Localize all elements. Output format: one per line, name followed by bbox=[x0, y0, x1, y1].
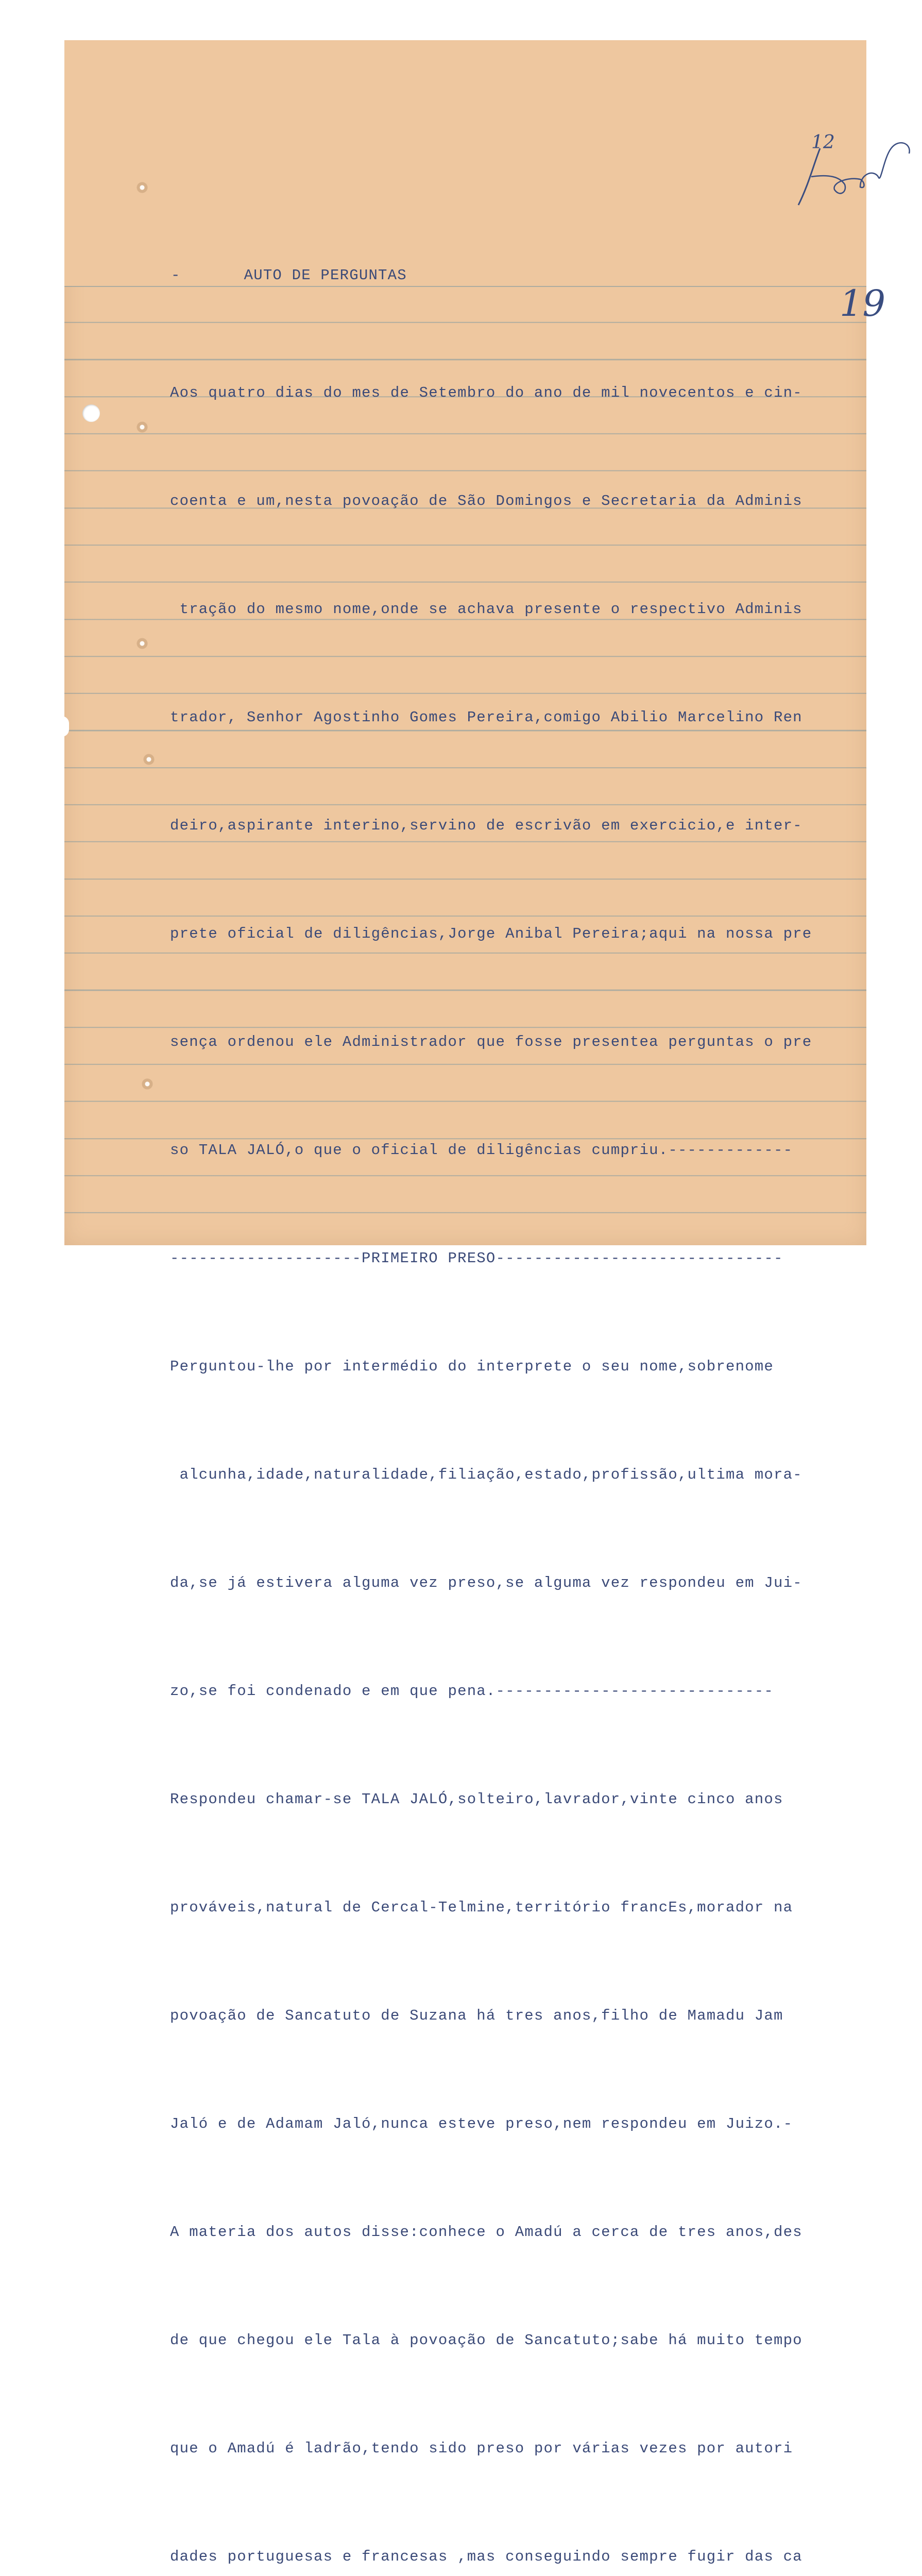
text-line: sença ordenou ele Administrador que fosse presentea perguntas o pre bbox=[170, 1033, 812, 1050]
pin-mark bbox=[135, 180, 149, 195]
text-line: da,se já estivera alguma vez preso,se alguma vez respondeu em Jui- bbox=[170, 1574, 803, 1591]
text-line: Perguntou-lhe por intermédio do interprete o seu nome,sobrenome bbox=[170, 1358, 774, 1375]
text-line: Jaló e de Adamam Jaló,nunca esteve preso,nem respondeu em Juizo.- bbox=[170, 2115, 793, 2132]
text-line: --------------------PRIMEIRO PRESO------------------------------ bbox=[170, 1250, 783, 1267]
title-prefix: - bbox=[171, 267, 181, 284]
text-line: Aos quatro dias do mes de Setembro do ano de mil novecentos e cin- bbox=[170, 384, 803, 401]
folio-number: 12 bbox=[811, 132, 835, 153]
pin-mark bbox=[142, 752, 156, 767]
text-line: zo,se foi condenado e em que pena.----------------------------- bbox=[170, 1683, 774, 1700]
pin-mark bbox=[135, 420, 149, 434]
typed-body bbox=[170, 303, 922, 2576]
text-line: so TALA JALÓ,o que o oficial de diligências cumpriu.------------- bbox=[170, 1142, 793, 1159]
text-line: A materia dos autos disse:conhece o Amadú a cerca de tres anos,des bbox=[170, 2224, 803, 2241]
text-line: coenta e um,nesta povoação de São Domingos e Secretaria da Adminis bbox=[170, 493, 803, 510]
folio-annotation-signature bbox=[783, 128, 917, 226]
margin-mark-text: 19 bbox=[840, 282, 886, 325]
document-page bbox=[64, 40, 886, 2565]
title-rule-line bbox=[64, 286, 866, 287]
text-line: prováveis,natural de Cercal-Telmine,território francEs,morador na bbox=[170, 1899, 793, 1916]
text-line: deiro,aspirante interino,servino de escrivão em exercicio,e inter- bbox=[170, 817, 803, 834]
pin-mark bbox=[135, 636, 149, 651]
page-header-area bbox=[64, 40, 866, 286]
text-line: povoação de Sancatuto de Suzana há tres anos,filho de Mamadu Jam bbox=[170, 2007, 783, 2024]
text-line: tração do mesmo nome,onde se achava presente o respectivo Adminis bbox=[170, 601, 803, 618]
document-title-line bbox=[171, 267, 856, 284]
text-line: alcunha,idade,naturalidade,filiação,estado,profissão,ultima mora- bbox=[170, 1466, 803, 1483]
text-line: dades portuguesas e francesas ,mas conseguindo sempre fugir das ca bbox=[170, 2548, 803, 2565]
text-line: que o Amadú é ladrão,tendo sido preso por várias vezes por autori bbox=[170, 2440, 793, 2457]
text-line: prete oficial de diligências,Jorge Anibal Pereira;aqui na nossa pre bbox=[170, 925, 812, 942]
text-line: de que chegou ele Tala à povoação de Sancatuto;sabe há muito tempo bbox=[170, 2332, 803, 2349]
text-line: Respondeu chamar-se TALA JALÓ,solteiro,lavrador,vinte cinco anos bbox=[170, 1791, 783, 1808]
pin-mark bbox=[140, 1077, 155, 1091]
document-title: AUTO DE PERGUNTAS bbox=[244, 267, 407, 284]
punch-hole bbox=[82, 404, 100, 422]
text-line: trador, Senhor Agostinho Gomes Pereira,comigo Abilio Marcelino Ren bbox=[170, 709, 803, 726]
